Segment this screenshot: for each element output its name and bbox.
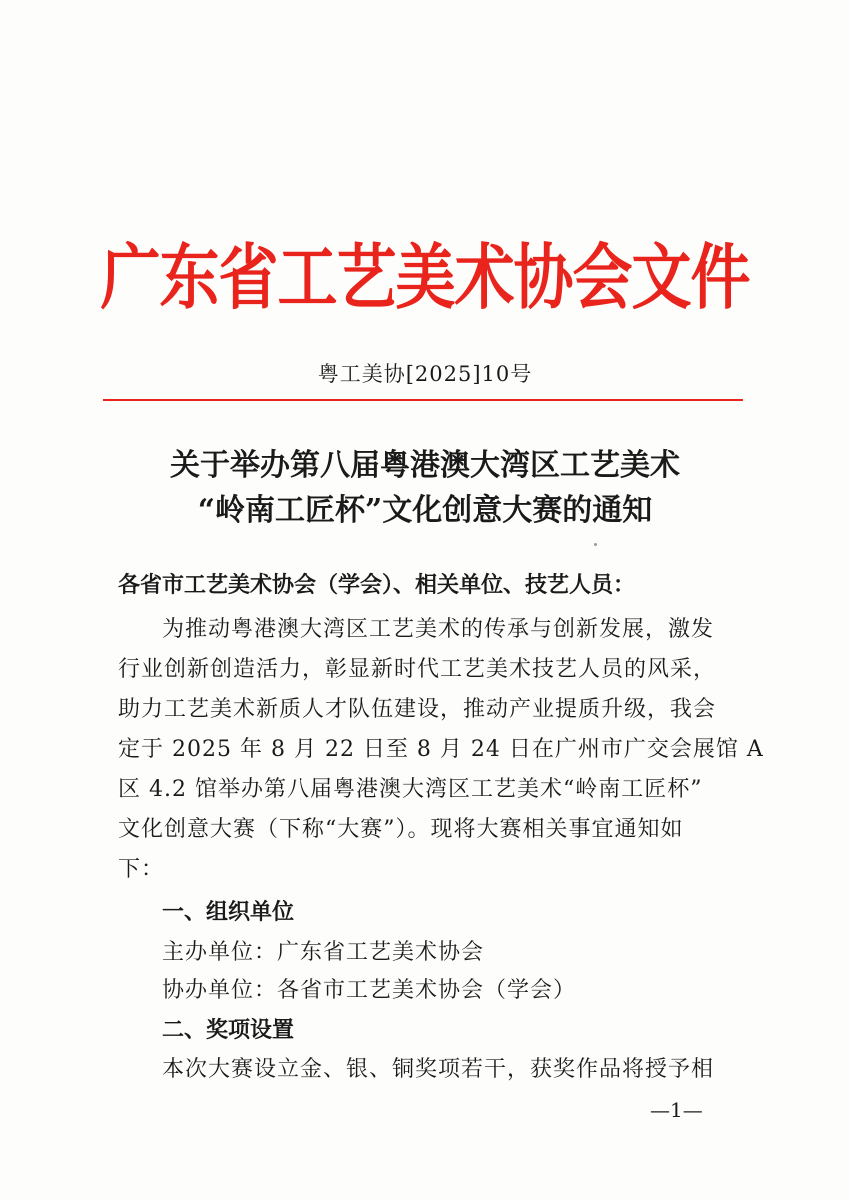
notice-title-line-2: “岭南工匠杯”文化创意大赛的通知 [197, 493, 653, 528]
body-paragraph-line: 下： [118, 857, 165, 882]
co-host-organizer: 协办单位：各省市工艺美术协会（学会） [162, 978, 577, 1003]
section-heading-organizers: 一、组织单位 [162, 899, 295, 925]
red-divider-line [103, 399, 743, 401]
document-number: 粤工美协[2025]10号 [317, 362, 533, 386]
awards-paragraph-line: 本次大赛设立金、银、铜奖项若干，获奖作品将授予相 [162, 1057, 715, 1082]
body-paragraph-line: 行业创新创造活力，彰显新时代工艺美术技艺人员的风采， [118, 657, 717, 682]
body-paragraph-line: 为推动粤港澳大湾区工艺美术的传承与创新发展，激发 [162, 617, 715, 642]
red-header-title: 广东省工艺美术协会文件 [100, 237, 750, 320]
notice-title-line-1: 关于举办第八届粤港澳大湾区工艺美术 [170, 448, 680, 483]
section-heading-awards: 二、奖项设置 [162, 1017, 295, 1043]
scan-speck [594, 543, 597, 546]
body-paragraph-line: 定于 2025 年 8 月 22 日至 8 月 24 日在广州市广交会展馆 A [118, 737, 764, 762]
host-organizer: 主办单位：广东省工艺美术协会 [162, 940, 485, 965]
body-paragraph-line: 区 4.2 馆举办第八届粤港澳大湾区工艺美术“岭南工匠杯” [118, 777, 703, 802]
body-paragraph-line: 文化创意大赛（下称“大赛”）。现将大赛相关事宜通知如 [118, 817, 684, 842]
addressee: 各省市工艺美术协会（学会）、相关单位、技艺人员： [118, 572, 636, 598]
body-paragraph-line: 助力工艺美术新质人才队伍建设，推动产业提质升级，我会 [118, 697, 717, 722]
page-number: —1— [650, 1098, 703, 1122]
